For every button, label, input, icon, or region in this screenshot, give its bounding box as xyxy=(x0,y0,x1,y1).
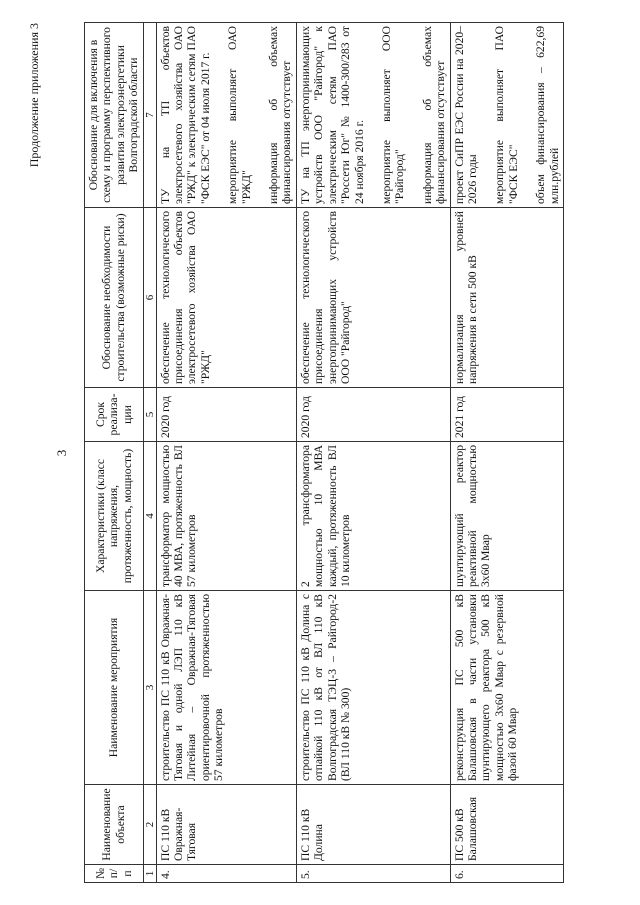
necessity: нормализация уровней напряжения в сети 500 кВ xyxy=(450,208,563,388)
characteristics: 2 трансформатора мощностью 10 МВА каждый, протяженность ВЛ 10 километров xyxy=(296,442,450,591)
implementation-term: 2020 год xyxy=(296,388,450,442)
characteristics: трансформатор мощностью 40 МВА, протяженность ВЛ 57 километров xyxy=(156,442,296,591)
characteristics: шунтирующий реактор реактивной мощностью 3х60 Мвар xyxy=(450,442,563,591)
column-number: 5 xyxy=(143,388,156,442)
page-number: 3 xyxy=(54,449,69,457)
basis-text: мероприятие выполняет ОАО "РЖД" xyxy=(226,26,253,204)
table-row xyxy=(156,23,296,883)
column-number: 2 xyxy=(143,785,156,865)
basis-text: проект СиПР ЕЭС России на 2020–2026 годы xyxy=(452,26,479,204)
table-row xyxy=(450,23,563,883)
header-cell: Наименование мероприятия xyxy=(85,591,144,785)
column-number: 6 xyxy=(143,208,156,388)
header-cell: Наименование объекта xyxy=(85,785,144,865)
row-number: 5. xyxy=(296,865,450,883)
basis-text: ТУ на ТП объектов электросетевого хозяйства ОАО "РЖД" к электрическим сетям ПАО "ФСК ЕЭС" от 04 июля 2017 г. xyxy=(158,26,212,204)
basis-text: информация об объемах финансирования отсутствует xyxy=(420,26,448,204)
basis-cell xyxy=(450,23,563,208)
header-cell: № п/п xyxy=(85,865,144,883)
column-number: 3 xyxy=(143,591,156,785)
implementation-term: 2021 год xyxy=(450,388,563,442)
header-cell: Обоснование для включения в схему и программу перспективного развития электроэнергетики Волгоградской области xyxy=(85,23,144,208)
header-cell: Характеристики (класс напряжения, протяженность, мощность) xyxy=(85,442,144,591)
measure-name: строительство ПС 110 кВ Долина с отпайкой 110 кВ от ВЛ 110 кВ Волгоградская ТЭЦ-3 – Райгород-2 (ВЛ 110 кВ № 300) xyxy=(296,591,450,785)
column-number: 7 xyxy=(143,23,156,208)
measure-name: реконструкция ПС 500 кВ Балашовская в части установки шунтирующего реактора 500 кВ мощностью 3х60 Мвар с резервной фазой 60 Мвар xyxy=(450,591,563,785)
basis-text: мероприятие выполняет ООО "Райгород" xyxy=(379,26,407,204)
column-number-row xyxy=(143,23,156,883)
row-number: 4. xyxy=(156,865,296,883)
measure-name: строительство ПС 110 кВ Овражная-Тяговая и одной ЛЭП 110 кВ Литейная – Овражная-Тяговая ориентировочной протяженностью 57 километров xyxy=(156,591,296,785)
object-name: ПС 110 кВ Овражная-Тяговая xyxy=(156,785,296,865)
object-name: ПС 110 кВ Долина xyxy=(296,785,450,865)
basis-text: мероприятие выполняет ПАО "ФСК ЕЭС" xyxy=(493,26,520,204)
continuation-note: Продолжение приложения 3 xyxy=(27,23,41,168)
basis-text: ТУ на ТП энергопринимающих устройств ООО "Райгород" к электрическим сетям ПАО "Россети Юг" № 1400-300/283 от 24 ноября 2016 г. xyxy=(298,26,366,204)
header-cell: Срок реализа-ции xyxy=(85,388,144,442)
basis-cell xyxy=(156,23,296,208)
column-number: 1 xyxy=(143,865,156,883)
header-row xyxy=(85,23,144,883)
necessity: обеспечение технологического присоединения энергопринимающих устройств ООО "Райгород" xyxy=(296,208,450,388)
table-row xyxy=(296,23,450,883)
rotated-page xyxy=(22,23,622,883)
column-number: 4 xyxy=(143,442,156,591)
necessity: обеспечение технологического присоединения объектов электросетевого хозяйства ОАО "РЖД" xyxy=(156,208,296,388)
object-name: ПС 500 кВ Балашовская xyxy=(450,785,563,865)
basis-cell xyxy=(296,23,450,208)
row-number: 6. xyxy=(450,865,563,883)
basis-text: информация об объемах финансирования отсутствует xyxy=(267,26,294,204)
header-cell: Обоснование необходимости строительства (возможные риски) xyxy=(85,208,144,388)
measures-table xyxy=(84,22,564,883)
basis-text: объем финансирования – 622,69 млн.рублей xyxy=(534,26,561,204)
implementation-term: 2020 год xyxy=(156,388,296,442)
